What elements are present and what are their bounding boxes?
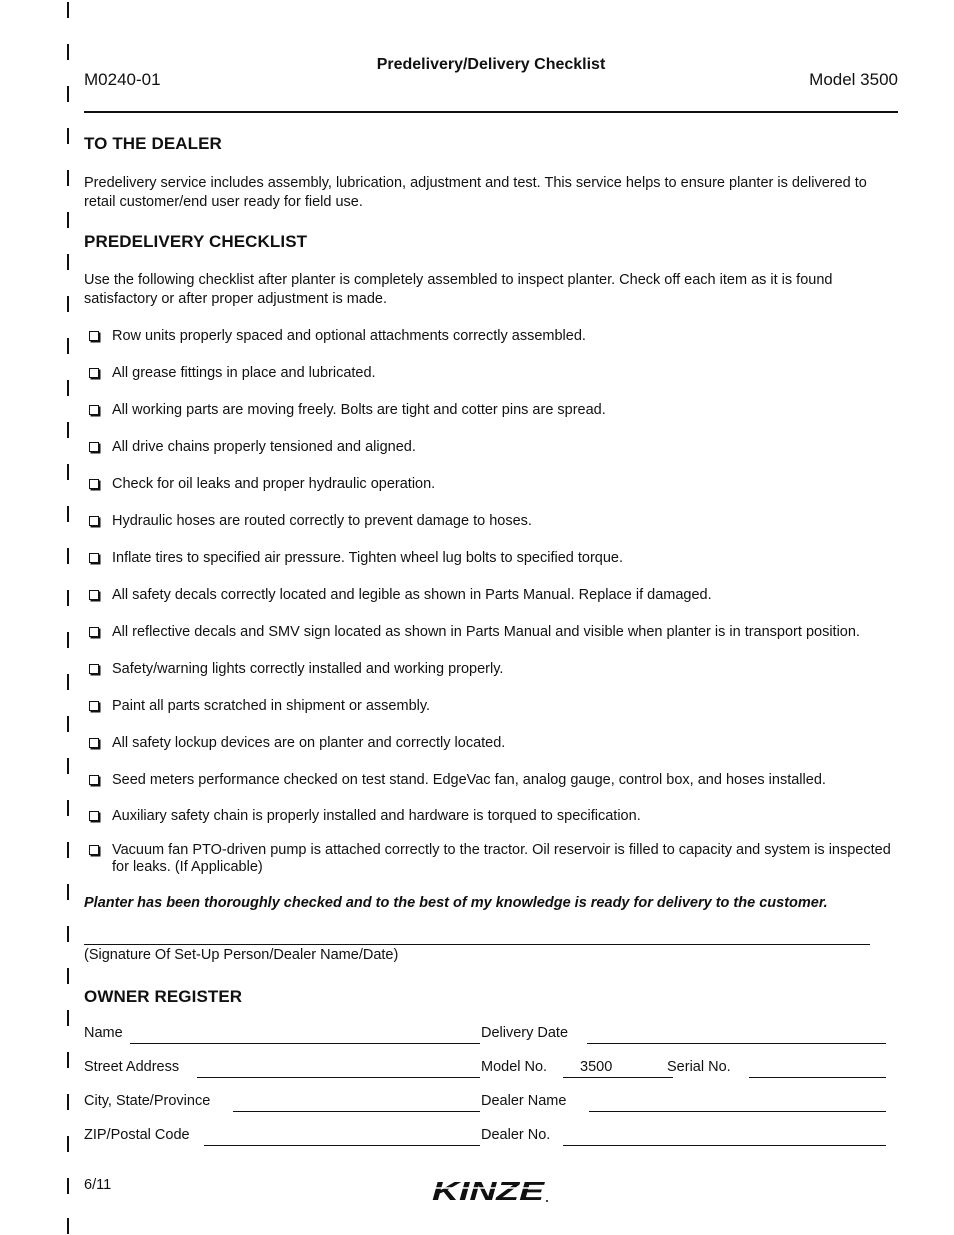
binding-edge-marks [67, 0, 70, 1235]
register-row-street [84, 1051, 898, 1085]
delivery-date-label: Delivery Date [481, 1025, 569, 1041]
checklist-item [84, 698, 898, 715]
predelivery-checklist [84, 328, 898, 876]
checkbox-icon[interactable] [89, 553, 99, 563]
model-no-label: Model No. [481, 1059, 548, 1075]
checklist-item-label: Row units properly spaced and optional attachments correctly assembled. [112, 328, 586, 344]
checklist-item-label: All working parts are moving freely. Bolts are tight and cotter pins are spread. [112, 402, 606, 418]
checkbox-icon[interactable] [89, 442, 99, 452]
checklist-item-label: Vacuum fan PTO-driven pump is attached correctly to the tractor. Oil reservoir is filled to capacity and system is inspected for leaks. (If Applicable) [112, 842, 891, 875]
checklist-item-label: All drive chains properly tensioned and aligned. [112, 439, 416, 455]
name-field[interactable] [130, 1043, 480, 1044]
dealer-heading: TO THE DEALER [84, 134, 222, 153]
checklist-item [84, 439, 898, 456]
zip-field[interactable] [204, 1145, 480, 1146]
dealer-no-label: Dealer No. [481, 1127, 551, 1143]
checklist-item [84, 402, 898, 419]
owner-register-heading: OWNER REGISTER [84, 987, 243, 1006]
register-row-zip [84, 1119, 898, 1153]
street-address-label: Street Address [84, 1059, 180, 1075]
certification-statement: Planter has been thoroughly checked and to the best of my knowledge is ready for delivery to the customer. [84, 895, 828, 911]
checkbox-icon[interactable] [89, 811, 99, 821]
checkbox-icon[interactable] [89, 479, 99, 489]
header-rule [84, 111, 898, 113]
revision-date: 6/11 [84, 1177, 112, 1193]
checklist-item-label: All safety decals correctly located and legible as shown in Parts Manual. Replace if damaged. [112, 587, 712, 603]
checklist-item [84, 587, 898, 604]
checkbox-icon[interactable] [89, 368, 99, 378]
checklist-item [84, 842, 898, 876]
checklist-item [84, 624, 898, 641]
checklist-item-label: Auxiliary safety chain is properly installed and hardware is torqued to specification. [112, 808, 641, 824]
checkbox-icon[interactable] [89, 775, 99, 785]
model-no-field[interactable] [563, 1077, 673, 1078]
checklist-item [84, 808, 898, 825]
checklist-item [84, 772, 898, 789]
checklist-item [84, 550, 898, 567]
checklist-item [84, 661, 898, 678]
checkbox-icon[interactable] [89, 701, 99, 711]
dealer-paragraph: Predelivery service includes assembly, lubrication, adjustment and test. This service helps to ensure planter is delivered to retail customer/end user ready for field use. [84, 175, 867, 210]
city-field[interactable] [233, 1111, 480, 1112]
zip-label: ZIP/Postal Code [84, 1127, 190, 1143]
delivery-date-field[interactable] [587, 1043, 886, 1044]
serial-no-label: Serial No. [667, 1059, 731, 1075]
checkbox-icon[interactable] [89, 516, 99, 526]
signature-caption: (Signature Of Set-Up Person/Dealer Name/Date) [84, 947, 399, 963]
checklist-item-label: Hydraulic hoses are routed correctly to prevent damage to hoses. [112, 513, 532, 529]
checklist-item [84, 476, 898, 493]
checkbox-icon[interactable] [89, 405, 99, 415]
register-row-name [84, 1017, 898, 1051]
checklist-item-label: All reflective decals and SMV sign located as shown in Parts Manual and visible when planter is in transport position. [112, 624, 860, 640]
document-body [84, 134, 898, 1153]
checklist-item-label: Paint all parts scratched in shipment or assembly. [112, 698, 431, 714]
predelivery-paragraph: Use the following checklist after planter is completely assembled to inspect planter. Check off each item as it is found satisfactory or after proper adjustment is made. [84, 272, 833, 307]
page-header [84, 54, 898, 110]
dealer-name-label: Dealer Name [481, 1093, 567, 1109]
checklist-item [84, 735, 898, 752]
checkbox-icon[interactable] [89, 845, 99, 855]
checkbox-icon[interactable] [89, 738, 99, 748]
checklist-item [84, 328, 898, 345]
serial-no-field[interactable] [749, 1077, 886, 1078]
checklist-item-label: Check for oil leaks and proper hydraulic operation. [112, 476, 436, 492]
checklist-item-label: All grease fittings in place and lubricated. [112, 365, 376, 381]
register-row-city [84, 1085, 898, 1119]
logo-wordmark: KINZE [432, 1176, 545, 1206]
dealer-name-field[interactable] [589, 1111, 886, 1112]
city-label: City, State/Province [84, 1093, 211, 1109]
checklist-item [84, 365, 898, 382]
kinze-logo [428, 1174, 550, 1206]
checkbox-icon[interactable] [89, 664, 99, 674]
street-address-field[interactable] [197, 1077, 480, 1078]
model-label: Model 3500 [809, 70, 898, 89]
checklist-item-label: Safety/warning lights correctly installed and working properly. [112, 661, 504, 677]
predelivery-heading: PREDELIVERY CHECKLIST [84, 232, 308, 251]
checklist-item-label: Seed meters performance checked on test stand. EdgeVac fan, analog gauge, control box, and hoses installed. [112, 772, 826, 788]
model-no-value: 3500 [580, 1059, 613, 1075]
signature-line[interactable] [84, 944, 870, 945]
dealer-no-field[interactable] [563, 1145, 886, 1146]
page-title: Predelivery/Delivery Checklist [376, 56, 606, 73]
checklist-item [84, 513, 898, 530]
checkbox-icon[interactable] [89, 590, 99, 600]
document-number: M0240-01 [84, 70, 161, 89]
name-label: Name [84, 1025, 123, 1041]
owner-register-form [84, 1017, 898, 1153]
checkbox-icon[interactable] [89, 627, 99, 637]
checkbox-icon[interactable] [89, 331, 99, 341]
checklist-item-label: All safety lockup devices are on planter and correctly located. [112, 735, 506, 751]
checklist-item-label: Inflate tires to specified air pressure. Tighten wheel lug bolts to specified torque. [112, 550, 624, 566]
